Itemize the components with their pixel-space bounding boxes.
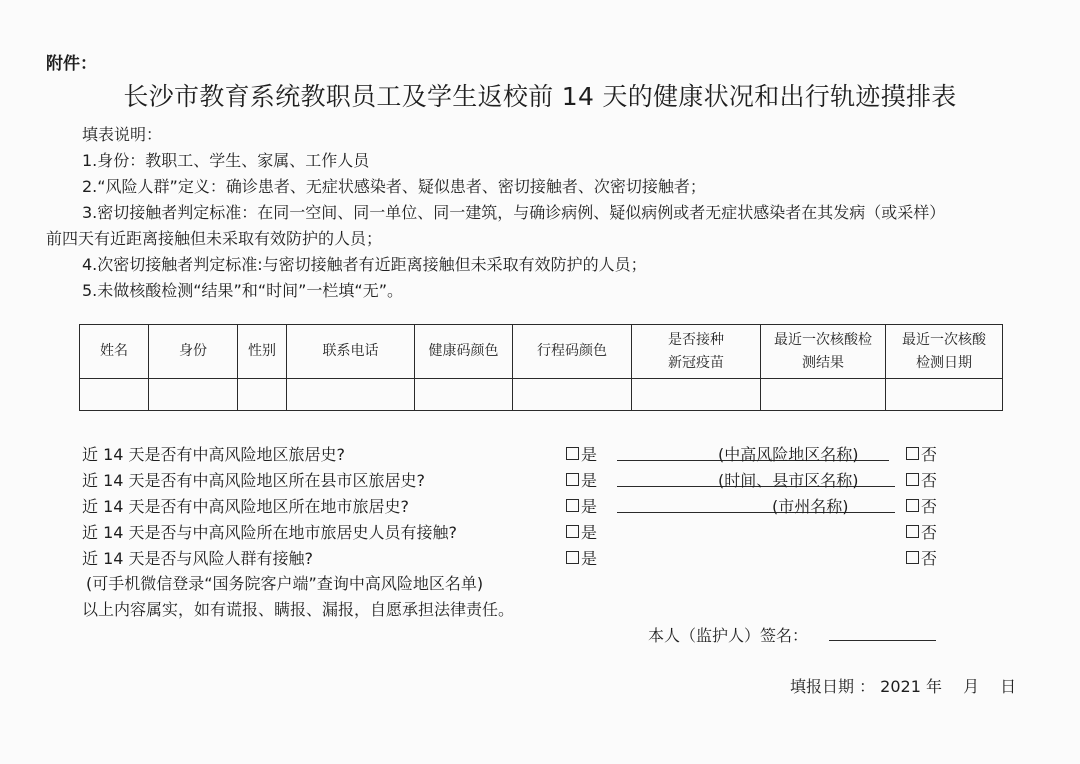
q5-no-checkbox[interactable]: 否 [906, 546, 937, 569]
instruction-item-3: 3.密切接触者判定标准：在同一空间、同一单位、同一建筑，与确诊病例、疑似病例或者无症状感染者在其发病（或采样） [82, 203, 946, 222]
checkbox-icon [906, 499, 919, 512]
q1-yes-checkbox[interactable]: 是 [566, 442, 597, 465]
info-table [79, 324, 1003, 411]
cell-travel-code[interactable] [513, 379, 632, 411]
q4-no-checkbox[interactable]: 否 [906, 520, 937, 543]
question-4: 近 14 天是否与中高风险所在地市旅居史人员有接触? [82, 523, 458, 542]
cell-name[interactable] [80, 379, 149, 411]
instruction-item-2: 2.“风险人群”定义：确诊患者、无症状感染者、疑似患者、密切接触者、次密切接触者； [82, 177, 706, 196]
q2-yes-checkbox[interactable]: 是 [566, 468, 597, 491]
cell-nucleic-result[interactable] [761, 379, 886, 411]
q2-no-checkbox[interactable]: 否 [906, 468, 937, 491]
col-phone: 联系电话 [287, 325, 415, 379]
signature-line[interactable] [829, 640, 936, 641]
col-vaccinated: 是否接种 新冠疫苗 [632, 325, 761, 379]
checkbox-icon [566, 447, 579, 460]
query-hint: (可手机微信登录“国务院客户端”查询中高风险地区名单) [86, 574, 484, 593]
instruction-item-1: 1.身份：教职工、学生、家属、工作人员 [82, 151, 370, 170]
q1-fill-hint: (中高风险地区名称) [718, 445, 859, 464]
q3-yes-checkbox[interactable]: 是 [566, 494, 597, 517]
col-nucleic-date: 最近一次核酸 检测日期 [886, 325, 1003, 379]
cell-phone[interactable] [287, 379, 415, 411]
page-title: 长沙市教育系统教职员工及学生返校前 14 天的健康状况和出行轨迹摸排表 [123, 82, 957, 111]
q3-fill-line[interactable] [617, 512, 895, 513]
instructions-heading: 填表说明： [82, 125, 163, 144]
signature-label: 本人（监护人）签名： [648, 626, 809, 645]
col-name: 姓名 [80, 325, 149, 379]
checkbox-icon [566, 499, 579, 512]
checkbox-icon [906, 473, 919, 486]
checkbox-icon [566, 525, 579, 538]
checkbox-icon [566, 551, 579, 564]
checkbox-icon [566, 473, 579, 486]
q3-fill-hint: (市州名称) [772, 497, 849, 516]
cell-identity[interactable] [149, 379, 238, 411]
col-health-code: 健康码颜色 [415, 325, 513, 379]
cell-vaccinated[interactable] [632, 379, 761, 411]
table-row [80, 379, 1003, 411]
question-3: 近 14 天是否有中高风险地区所在地市旅居史? [82, 497, 410, 516]
col-travel-code: 行程码颜色 [513, 325, 632, 379]
table-header-row [80, 325, 1003, 379]
cell-gender[interactable] [238, 379, 287, 411]
cell-nucleic-date[interactable] [886, 379, 1003, 411]
q5-yes-checkbox[interactable]: 是 [566, 546, 597, 569]
cell-health-code[interactable] [415, 379, 513, 411]
fill-date-label: 填报日期 ： 2021 年 月 日 [790, 677, 1017, 696]
instruction-item-5: 5.未做核酸检测“结果”和“时间”一栏填“无”。 [82, 281, 404, 300]
instruction-item-3-continued: 前四天有近距离接触但未采取有效防护的人员； [46, 229, 383, 248]
checkbox-icon [906, 447, 919, 460]
declaration-text: 以上内容属实，如有谎报、瞒报、漏报，自愿承担法律责任。 [82, 600, 515, 619]
question-5: 近 14 天是否与风险人群有接触? [82, 549, 314, 568]
q2-fill-hint: (时间、县市区名称) [718, 471, 859, 490]
q4-yes-checkbox[interactable]: 是 [566, 520, 597, 543]
checkbox-icon [906, 525, 919, 538]
q1-no-checkbox[interactable]: 否 [906, 442, 937, 465]
checkbox-icon [906, 551, 919, 564]
col-gender: 性别 [238, 325, 287, 379]
attachment-label: 附件： [46, 54, 97, 74]
instruction-item-4: 4.次密切接触者判定标准:与密切接触者有近距离接触但未采取有效防护的人员； [82, 255, 647, 274]
q3-no-checkbox[interactable]: 否 [906, 494, 937, 517]
col-nucleic-result: 最近一次核酸检 测结果 [761, 325, 886, 379]
question-1: 近 14 天是否有中高风险地区旅居史? [82, 445, 346, 464]
question-2: 近 14 天是否有中高风险地区所在县市区旅居史? [82, 471, 426, 490]
col-identity: 身份 [149, 325, 238, 379]
